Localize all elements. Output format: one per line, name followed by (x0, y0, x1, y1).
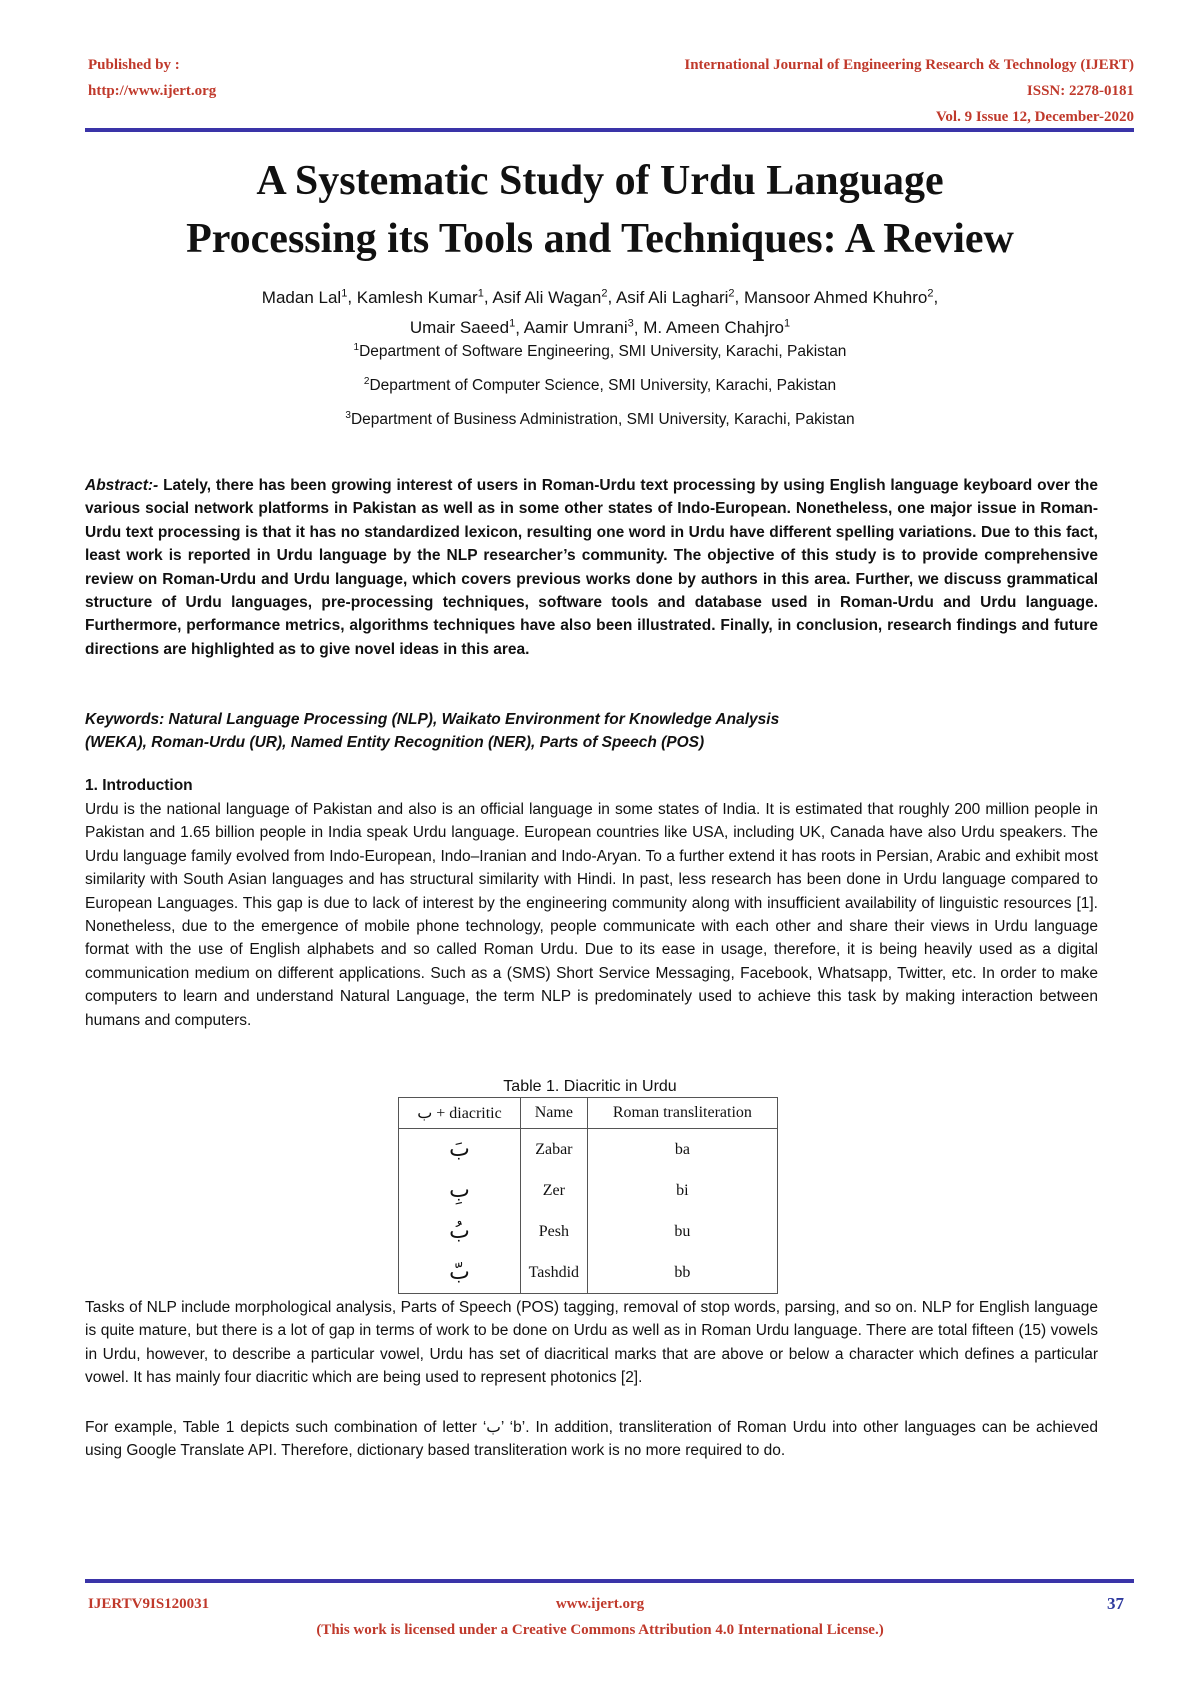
published-by: Published by : (88, 57, 180, 73)
author: M. Ameen Chahjro$^1$ (643, 317, 791, 338)
header-rule (85, 128, 1134, 132)
table-row (399, 1252, 778, 1294)
abstract-label: Abstract:- (85, 477, 159, 494)
title-line-1: A Systematic Study of Urdu Language (256, 158, 944, 204)
keywords (85, 708, 1098, 754)
header-left (88, 52, 216, 104)
author: Aamir Umrani$^3$ (523, 317, 634, 338)
journal-name: International Journal of Engineering Research & Technology (IJERT) (684, 57, 1134, 73)
diacritic-name: Zer (520, 1170, 587, 1211)
affiliation: $^2$Department of Computer Science, SMI University, Karachi, Pakistan (363, 376, 837, 395)
table-header-row (399, 1098, 778, 1129)
roman-transliteration: ba (587, 1129, 777, 1171)
volume-issue: Vol. 9 Issue 12, December-2020 (935, 109, 1134, 125)
footer-rule (85, 1579, 1134, 1583)
roman-transliteration: bi (587, 1170, 777, 1211)
diacritic-glyph: بّ (399, 1252, 521, 1294)
author: Asif Ali Wagan$^2$ (492, 287, 608, 307)
keywords-line-2: (WEKA), Roman-Urdu (UR), Named Entity Recognition (NER), Parts of Speech (POS) (85, 734, 705, 751)
header-right (684, 52, 1134, 130)
diacritic-table (398, 1097, 778, 1294)
diacritic-glyph: بُ (399, 1211, 521, 1252)
author: Kamlesh Kumar$^1$ (356, 287, 484, 307)
table-header: Roman transliteration (587, 1098, 777, 1129)
author: Asif Ali Laghari$^2$ (615, 287, 735, 307)
issn: ISSN: 2278-0181 (1026, 83, 1134, 99)
affiliation: $^1$Department of Software Engineering, SMI University, Karachi, Pakistan (353, 342, 847, 361)
table-row (399, 1211, 778, 1252)
footer-url-link[interactable]: www.ijert.org (555, 1596, 645, 1612)
diacritic-name: Tashdid (520, 1252, 587, 1294)
author: Mansoor Ahmed Khuhro$^2$ (744, 287, 934, 307)
roman-transliteration: bu (587, 1211, 777, 1252)
license-notice: (This work is licensed under a Creative Commons Attribution 4.0 International License.) (316, 1622, 884, 1638)
diacritic-name: Zabar (520, 1129, 587, 1171)
title-line-2: Processing its Tools and Techniques: A Review (186, 216, 1014, 262)
intro-paragraph: Urdu is the national language of Pakistan and also is an official language in some states of India. It is estimated that roughly 200 million people in Pakistan and 1.65 billion people in India speak Urdu language. European countries like USA, including UK, Canada have also Urdu speakers. The Urdu language family evolved from Indo-European, Indo–Iranian and Indo-Aryan. To a further extend it has roots in Persian, Arabic and exhibit most similarity with South Asian languages and has structural similarity with Hindi. In past, less research has been done in Urdu language compared to European Languages. This gap is due to lack of interest by the engineering community along with insufficient availability of linguistic resources [1]. Nonetheless, due to the emergence of mobile phone technology, people communicate with each other and share their views in Urdu language format with the use of English alphabets and so called Roman Urdu. Due to its ease in usage, therefore, it is being heavily used as a digital communication medium on different applications. Such as a (SMS) Short Service Messaging, Facebook, Whatsapp, Twitter, etc. In order to make computers to learn and understand Natural Language, the term NLP is predominately used to achieve this task by making interaction between humans and computers. (85, 801, 1098, 1029)
affiliation: $^3$Department of Business Administration, SMI University, Karachi, Pakistan (345, 410, 855, 429)
table-caption: Table 1. Diacritic in Urdu (503, 1078, 677, 1095)
paper-id: IJERTV9IS120031 (88, 1596, 210, 1612)
table-header: Name (520, 1098, 587, 1129)
diacritic-name: Pesh (520, 1211, 587, 1252)
diacritic-glyph: بِ (399, 1170, 521, 1211)
journal-url-link[interactable]: http://www.ijert.org (88, 83, 217, 99)
page-number: 37 (1107, 1594, 1124, 1613)
body-paragraph: For example, Table 1 depicts such combination of letter ‘ب’ ‘b’. In addition, transliteration of Roman Urdu into other languages can be achieved using Google Translate API. Therefore, dictionary based transliteration work is no more required to do. (85, 1419, 1098, 1460)
affiliation-list (60, 333, 1140, 435)
author-list: Madan Lal$^1$, Kamlesh Kumar$^1$, Asif Ali Wagan$^2$, Asif Ali Laghari$^2$, Mansoor Ahmed Khuhro$^2$, Umair Saeed$^1$, Aamir Umrani$^3$, M. Ameen Chahjro$^1$ (261, 287, 939, 338)
author: Madan Lal$^1$ (261, 287, 348, 307)
author: Umair Saeed$^1$ (409, 317, 516, 338)
keywords-line-1: Keywords: Natural Language Processing (NLP), Waikato Environment for Knowledge Analysis (85, 711, 780, 728)
table-row (399, 1170, 778, 1211)
table-row (399, 1129, 778, 1171)
abstract-text: Lately, there has been growing interest of users in Roman-Urdu text processing by using English language keyboard over the various social network platforms in Pakistan as well as in some other states of Indo-European. Nonetheless, one major issue in Roman-Urdu text processing is that it has no standardized lexicon, resulting one word in Urdu have different spelling variations. Due to this fact, least work is reported in Urdu language by the NLP researcher’s community. The objective of this study is to provide comprehensive review on Roman-Urdu and Urdu language, which covers previous works done by authors in this area. Further, we discuss grammatical structure of Urdu languages, pre-processing techniques, software tools and database used in Roman-Urdu and Urdu language. Furthermore, performance metrics, algorithms techniques have also been illustrated. Finally, in conclusion, research findings and future directions are highlighted as to give novel ideas in this area. (85, 477, 1098, 658)
roman-transliteration: bb (587, 1252, 777, 1294)
diacritic-glyph: بَ (399, 1129, 521, 1171)
paper-title (60, 152, 1140, 268)
table-header: ب + diacritic (399, 1098, 521, 1129)
section-heading-introduction: 1. Introduction (85, 777, 193, 794)
body-paragraph: Tasks of NLP include morphological analysis, Parts of Speech (POS) tagging, removal of stop words, parsing, and so on. NLP for English language is quite mature, but there is a lot of gap in terms of work to be done on Urdu as well as in Roman Urdu language. There are total fifteen (15) vowels in Urdu, however, to describe a particular vowel, Urdu has set of diacritical marks that are above or below a character which defines a particular vowel. It has mainly four diacritic which are being used to represent photonics [2]. (85, 1299, 1098, 1387)
abstract (85, 474, 1098, 661)
